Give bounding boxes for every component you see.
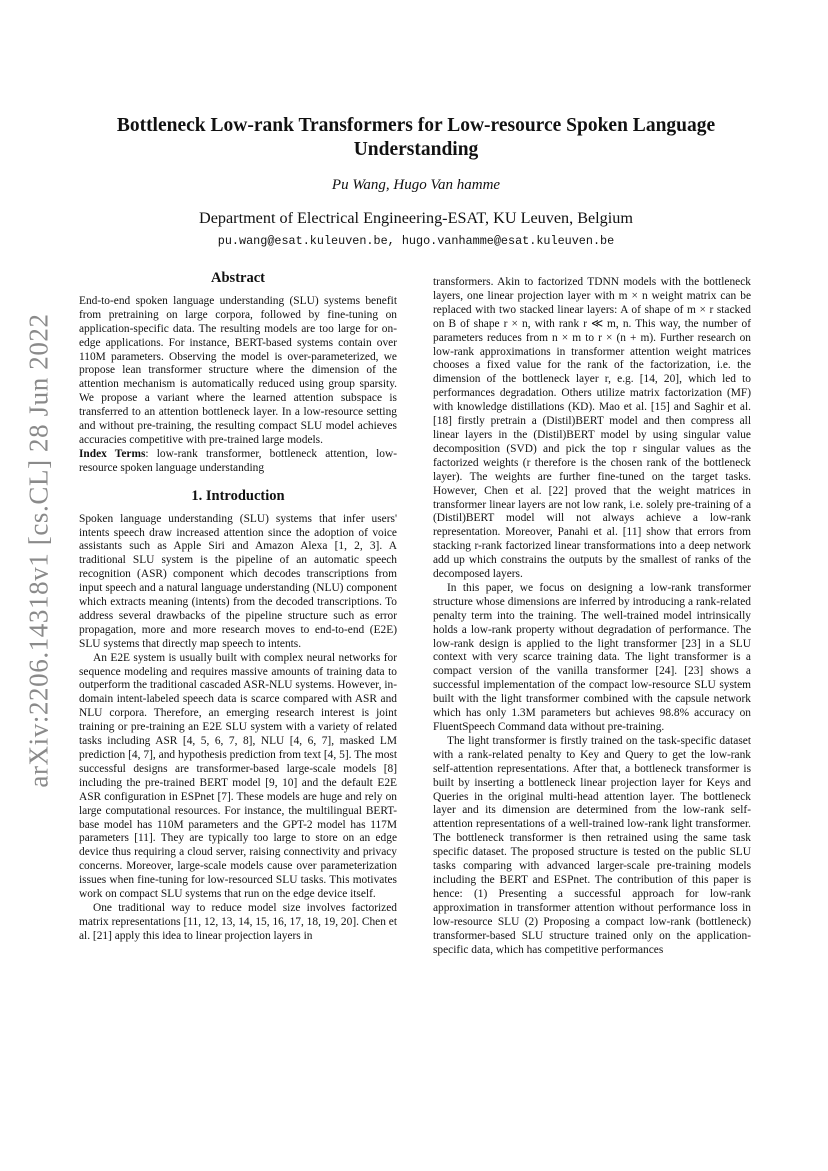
arxiv-identifier bbox=[14, 180, 64, 920]
arxiv-identifier-text: arXiv:2206.14318v1 [cs.CL] 28 Jun 2022 bbox=[23, 312, 54, 788]
paper-title: Bottleneck Low-rank Transformers for Low-resource Spoken Language Understanding bbox=[116, 115, 716, 160]
right-paragraph-1: transformers. Akin to factorized TDNN models with the bottleneck layers, one linear projection layer with m × n weight matrix can be replaced with two stacked linear layers: A of shape of m × r stacked on B of shape r × n, with rank r ≪ m, n. This way, the number of parameters reduces from n × m to r × (n + m). Further research on low-rank approximations in transformer attention weight matrices chooses a fixed value for the rank of the factorization, i.e. the dimension of the bottleneck layer r, e.g. [14, 20], which led to performances degradation. Others utilize matrix factorization (MF) with knowledge distillations (KD). Mao et al. [15] and Saghir et al. [18] firstly pretrain a (Distil)BERT model and then compress all linear layers in the (Distil)BERT model by using singular value decomposition (SVD) and pick the top r singular values as the factorized weights (r therefore is the chosen rank of the bottleneck layer). The weights are further fine-tuned on the target tasks. However, Chen et al. [22] proved that the weight matrices in transformer linear layers are not low rank, i.e. solely pre-training of a (Distil)BERT model will not always achieve a low-rank representation. Moreover, Panahi et al. [11] show that errors from stacking r-rank factorized linear transformations into a deep network add up which constrains the outputs by the smallest of ranks of the decomposed layers. bbox=[433, 276, 751, 581]
author-affiliation: Department of Electrical Engineering-ESAT, KU Leuven, Belgium bbox=[199, 209, 633, 227]
index-terms-label: Index Terms bbox=[79, 447, 146, 460]
author-emails: pu.wang@esat.kuleuven.be, hugo.vanhamme@esat.kuleuven.be bbox=[217, 234, 615, 248]
right-column bbox=[433, 276, 751, 957]
abstract-heading: Abstract bbox=[211, 270, 265, 286]
index-terms bbox=[79, 448, 397, 476]
intro-paragraph-2: An E2E system is usually built with complex neural networks for sequence modeling and requires massive amounts of training data to outperform the traditional cascaded ASR-NLU systems. However, in-domain intent-labeled speech data is scarce compared with ASR and NLU corpora. Therefore, an emerging research interest is joint training or pre-training an E2E SLU system with a variety of related tasks including ASR [4, 5, 6, 7, 8], NLU [4, 6, 7], masked LM prediction [4, 7], and hypothesis prediction from text [4, 5]. The most successful designs are transformer-based large-scale models [8] including the pre-trained BERT model [9, 10] and the default E2E ASR configuration in ESPnet [7]. These models are huge and rely on large computational resources. For instance, the multilingual BERT-base model has 110M parameters and the GPT-2 model has 117M parameters [11]. They are typically too large to store on an edge device thus requiring a cloud server, raising connectivity and privacy concerns. Moreover, large-scale models cause over parameterization issues when fine-tuning for low-resourced SLU tasks. This motivates work on compact SLU systems that run on the edge device itself. bbox=[79, 651, 397, 901]
abstract-text: End-to-end spoken language understanding (SLU) systems benefit from pretraining on large corpora, followed by fine-tuning on application-specific data. The resulting models are too large for on-edge applications. For instance, BERT-based systems contain over 110M parameters. Observing the model is over-parameterized, we propose lean transformer structure where the dimension of the attention mechanism is automatically reduced using group sparsity. We propose a variant where the learned attention subspace is transferred to an attention bottleneck layer. In a low-resource setting and without pre-training, the resulting compact SLU model achieves accuracies competitive with pre-trained large models. bbox=[79, 294, 397, 446]
paper-authors: Pu Wang, Hugo Van hamme bbox=[331, 177, 501, 193]
intro-paragraph-1: Spoken language understanding (SLU) systems that infer users' intents speech draw increased attention since the adoption of voice assistants such as Apple Siri and Amazon Alexa [1, 2, 3]. A traditional SLU system is the pipeline of an automatic speech recognition (ASR) component which decodes transcriptions from input speech and a natural language understanding (NLU) component which extracts meaning (intents) from the decoded transcriptions. To address several drawbacks of the pipeline structure such as error propagation, more and more research moves to end-to-end (E2E) SLU systems that directly map speech to intents. bbox=[79, 512, 397, 650]
index-terms-text: : low-rank transformer, bottleneck attention, low-resource spoken language understanding bbox=[79, 447, 397, 474]
left-column bbox=[79, 272, 397, 944]
right-paragraph-3: The light transformer is firstly trained on the task-specific dataset with a rank-related penalty to Key and Query to get the low-rank self-attention representations. After that, a bottleneck transformer is built by inserting a bottleneck linear projection layer for Keys and Queries in the original multi-head attention layer. The bottleneck layer and its dimension are determined from the low-rank self-attention representations of a well-trained low-rank light transformer. The bottleneck transformer is then retrained using the same task specific dataset. The proposed structure is tested on the public SLU tasks comparing with advanced larger-scale pre-training models including the BERT and ESPnet. The contribution of this paper is hence: (1) Presenting a successful approach for low-rank approximation in transformer attention without performance loss in low-resource SLU (2) Proposing a compact low-rank (bottleneck) transformer-based SLU structure trained only on the application-specific data, which has competitive performances bbox=[433, 734, 751, 956]
introduction-heading: 1. Introduction bbox=[191, 487, 285, 504]
right-paragraph-2: In this paper, we focus on designing a low-rank transformer structure whose dimensions are inferred by introducing a rank-related penalty term into the training. The well-trained model intrinsically holds a low-rank property without degradation of performance. The low-rank design is applied to the light transformer [23] in a SLU context with very scarce training data. The light transformer is a compact version of the vanilla transformer [24]. [23] shows a successful implementation of the compact low-resource SLU system built with the light transformer combined with the capsule network which has only 1.3M parameters but achieves 98.8% accuracy on FluentSpeech Command data without pre-training. bbox=[433, 581, 751, 733]
intro-paragraph-3: One traditional way to reduce model size involves factorized matrix representations [11, 12, 13, 14, 15, 16, 17, 18, 19, 20]. Chen et al. [21] apply this idea to linear projection layers in bbox=[79, 901, 397, 942]
